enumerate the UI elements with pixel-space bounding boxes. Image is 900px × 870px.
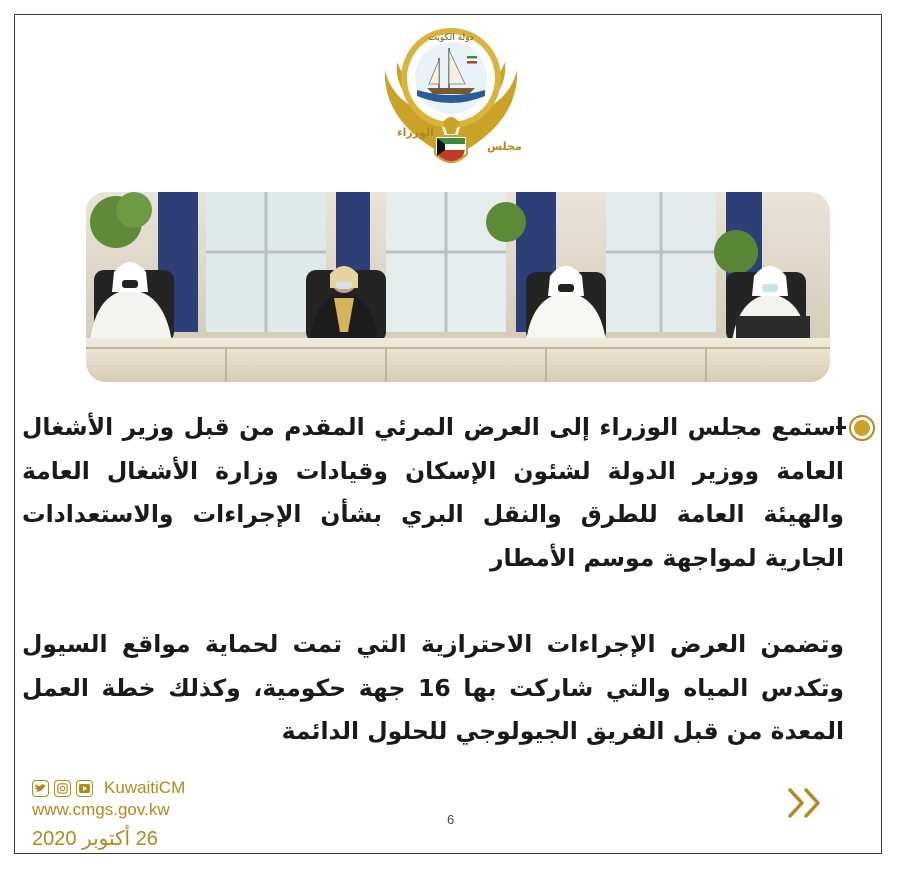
social-row: [32, 778, 185, 798]
twitter-icon[interactable]: [32, 780, 49, 797]
youtube-icon[interactable]: [76, 780, 93, 797]
website-link[interactable]: www.cmgs.gov.kw: [32, 800, 170, 819]
page-number: 6: [447, 812, 455, 827]
meeting-photo: [86, 192, 830, 382]
svg-text:مجلس: مجلس: [487, 140, 522, 153]
instagram-icon[interactable]: [54, 780, 71, 797]
council-emblem: [379, 18, 523, 178]
gold-bullet-icon: [848, 414, 876, 442]
double-chevron-icon[interactable]: [786, 786, 826, 824]
news-body: [22, 406, 844, 754]
publish-date: 26 أكتوبر 2020: [32, 828, 158, 850]
svg-text:الوزراء: الوزراء: [397, 126, 434, 139]
svg-text:دولة الكويت: دولة الكويت: [428, 33, 474, 43]
paragraph-2: وتضمن العرض الإجراءات الاحترازية التي تمت لحماية مواقع السيول وتكدس المياه والتي شاركت بها 16 جهة حكومية، وكذلك خطة العمل المعدة من قبل الفريق الجيولوجي للحلول الدائمة: [22, 630, 844, 745]
paragraph-1: استمع مجلس الوزراء إلى العرض المرئي المقدم من قبل وزير الأشغال العامة ووزير الدولة لشئون الإسكان وقيادات وزارة الأشغال العامة والهيئة العامة للطرق والنقل البري بشأن الإجراءات والاستعدادات الجارية لمواجهة موسم الأمطار: [22, 413, 844, 572]
social-handle[interactable]: KuwaitiCM: [104, 778, 186, 797]
